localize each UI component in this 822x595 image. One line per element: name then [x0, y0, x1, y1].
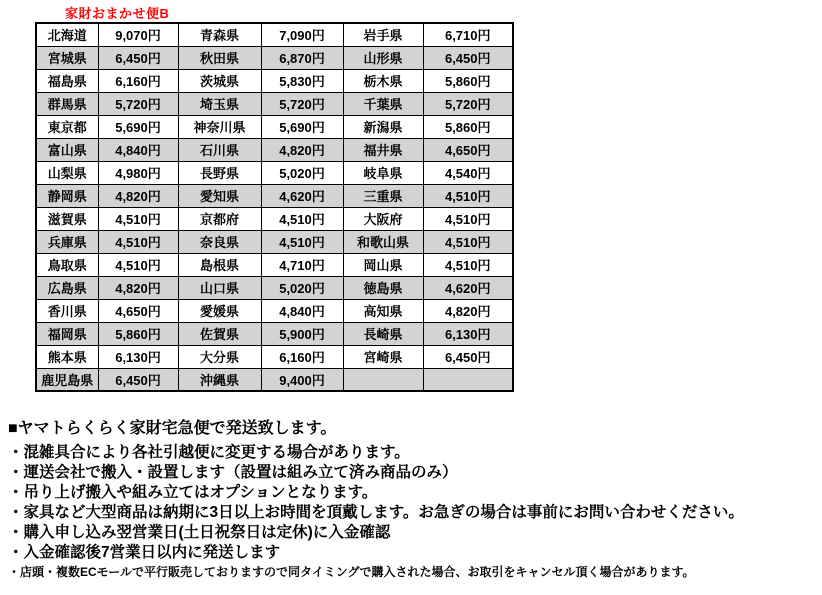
prefecture-cell: 沖縄県 [178, 368, 261, 391]
shipping-rate-table [35, 22, 514, 392]
price-cell: 4,820円 [98, 184, 178, 207]
prefecture-cell: 岐阜県 [343, 161, 423, 184]
prefecture-cell: 佐賀県 [178, 322, 261, 345]
prefecture-cell: 秋田県 [178, 46, 261, 69]
price-cell: 4,540円 [423, 161, 513, 184]
price-cell: 4,650円 [423, 138, 513, 161]
prefecture-cell: 岡山県 [343, 253, 423, 276]
prefecture-cell: 石川県 [178, 138, 261, 161]
prefecture-cell: 鳥取県 [36, 253, 98, 276]
prefecture-cell: 大阪府 [343, 207, 423, 230]
price-cell: 6,450円 [98, 368, 178, 391]
price-cell: 4,620円 [423, 276, 513, 299]
prefecture-cell: 愛媛県 [178, 299, 261, 322]
shipping-notes-heading: ■ヤマトらくらく家財宅急便で発送致します。 [8, 420, 337, 437]
price-cell: 4,510円 [423, 207, 513, 230]
prefecture-cell: 高知県 [343, 299, 423, 322]
prefecture-cell: 愛知県 [178, 184, 261, 207]
prefecture-cell: 群馬県 [36, 92, 98, 115]
price-cell: 5,020円 [261, 161, 343, 184]
price-cell: 4,510円 [261, 207, 343, 230]
price-cell: 4,510円 [98, 230, 178, 253]
price-cell: 7,090円 [261, 23, 343, 46]
shipping-note-item: ・購入申し込み翌営業日(土日祝祭日は定休)に入金確認 [8, 524, 391, 541]
prefecture-cell: 島根県 [178, 253, 261, 276]
price-cell: 4,820円 [98, 276, 178, 299]
shipping-notes-list [8, 443, 744, 563]
table-row [36, 69, 513, 92]
price-cell: 6,160円 [261, 345, 343, 368]
price-cell: 4,510円 [423, 230, 513, 253]
table-row [36, 299, 513, 322]
price-cell: 4,980円 [98, 161, 178, 184]
price-cell: 4,710円 [261, 253, 343, 276]
shipping-note-item: ・家具など大型商品は納期に3日以上お時間を頂戴します。お急ぎの場合は事前にお問い合わせください。 [8, 504, 744, 521]
price-cell: 6,450円 [423, 46, 513, 69]
price-cell: 4,510円 [98, 207, 178, 230]
prefecture-cell: 長野県 [178, 161, 261, 184]
prefecture-cell: 福井県 [343, 138, 423, 161]
price-cell: 9,400円 [261, 368, 343, 391]
prefecture-cell: 長崎県 [343, 322, 423, 345]
prefecture-cell: 山形県 [343, 46, 423, 69]
prefecture-cell: 山口県 [178, 276, 261, 299]
table-row [36, 368, 513, 391]
prefecture-cell: 福島県 [36, 69, 98, 92]
prefecture-cell: 滋賀県 [36, 207, 98, 230]
prefecture-cell: 三重県 [343, 184, 423, 207]
table-row [36, 161, 513, 184]
prefecture-cell: 和歌山県 [343, 230, 423, 253]
price-cell: 5,860円 [98, 322, 178, 345]
price-cell: 4,510円 [98, 253, 178, 276]
table-row [36, 345, 513, 368]
table-row [36, 276, 513, 299]
price-cell: 4,650円 [98, 299, 178, 322]
prefecture-cell: 福岡県 [36, 322, 98, 345]
table-row [36, 23, 513, 46]
table-row [36, 230, 513, 253]
shipping-note-item: ・混雑具合により各社引越便に変更する場合があります。 [8, 444, 410, 461]
price-cell: 5,720円 [98, 92, 178, 115]
price-cell: 6,870円 [261, 46, 343, 69]
table-row [36, 92, 513, 115]
prefecture-cell: 香川県 [36, 299, 98, 322]
price-cell: 4,620円 [261, 184, 343, 207]
table-row [36, 184, 513, 207]
price-cell: 5,900円 [261, 322, 343, 345]
table-row [36, 253, 513, 276]
prefecture-cell: 北海道 [36, 23, 98, 46]
price-cell [423, 368, 513, 391]
prefecture-cell: 栃木県 [343, 69, 423, 92]
prefecture-cell: 徳島県 [343, 276, 423, 299]
table-title: 家財おまかせ便B [65, 6, 170, 21]
shipping-note-item: ・入金確認後7営業日以内に発送します [8, 544, 281, 561]
table-row [36, 322, 513, 345]
price-cell: 5,690円 [98, 115, 178, 138]
prefecture-cell: 神奈川県 [178, 115, 261, 138]
price-cell: 5,720円 [423, 92, 513, 115]
price-cell: 4,510円 [423, 253, 513, 276]
prefecture-cell: 熊本県 [36, 345, 98, 368]
price-cell: 4,820円 [423, 299, 513, 322]
price-cell: 4,820円 [261, 138, 343, 161]
prefecture-cell: 兵庫県 [36, 230, 98, 253]
price-cell: 6,160円 [98, 69, 178, 92]
prefecture-cell: 山梨県 [36, 161, 98, 184]
parallel-sales-footnote: ・店頭・複数ECモールで平行販売しておりますので同タイミングで購入された場合、お取引をキャンセル頂く場合があります。 [8, 565, 695, 579]
prefecture-cell: 大分県 [178, 345, 261, 368]
price-cell: 6,710円 [423, 23, 513, 46]
table-row [36, 46, 513, 69]
price-cell: 5,860円 [423, 115, 513, 138]
prefecture-cell: 新潟県 [343, 115, 423, 138]
prefecture-cell [343, 368, 423, 391]
prefecture-cell: 埼玉県 [178, 92, 261, 115]
price-cell: 4,840円 [98, 138, 178, 161]
prefecture-cell: 静岡県 [36, 184, 98, 207]
prefecture-cell: 広島県 [36, 276, 98, 299]
prefecture-cell: 茨城県 [178, 69, 261, 92]
price-cell: 4,840円 [261, 299, 343, 322]
prefecture-cell: 岩手県 [343, 23, 423, 46]
price-cell: 6,450円 [98, 46, 178, 69]
prefecture-cell: 宮崎県 [343, 345, 423, 368]
prefecture-cell: 千葉県 [343, 92, 423, 115]
price-cell: 5,020円 [261, 276, 343, 299]
price-cell: 5,830円 [261, 69, 343, 92]
price-cell: 5,860円 [423, 69, 513, 92]
price-cell: 4,510円 [261, 230, 343, 253]
prefecture-cell: 奈良県 [178, 230, 261, 253]
prefecture-cell: 東京都 [36, 115, 98, 138]
prefecture-cell: 京都府 [178, 207, 261, 230]
price-cell: 6,130円 [98, 345, 178, 368]
prefecture-cell: 富山県 [36, 138, 98, 161]
table-row [36, 207, 513, 230]
price-cell: 9,070円 [98, 23, 178, 46]
shipping-note-item: ・吊り上げ搬入や組み立てはオプションとなります。 [8, 484, 378, 501]
price-cell: 6,130円 [423, 322, 513, 345]
price-cell: 5,720円 [261, 92, 343, 115]
table-row [36, 115, 513, 138]
price-cell: 4,510円 [423, 184, 513, 207]
table-row [36, 138, 513, 161]
price-cell: 6,450円 [423, 345, 513, 368]
prefecture-cell: 青森県 [178, 23, 261, 46]
prefecture-cell: 宮城県 [36, 46, 98, 69]
prefecture-cell: 鹿児島県 [36, 368, 98, 391]
price-cell: 5,690円 [261, 115, 343, 138]
shipping-note-item: ・運送会社で搬入・設置します（設置は組み立て済み商品のみ） [8, 464, 458, 481]
